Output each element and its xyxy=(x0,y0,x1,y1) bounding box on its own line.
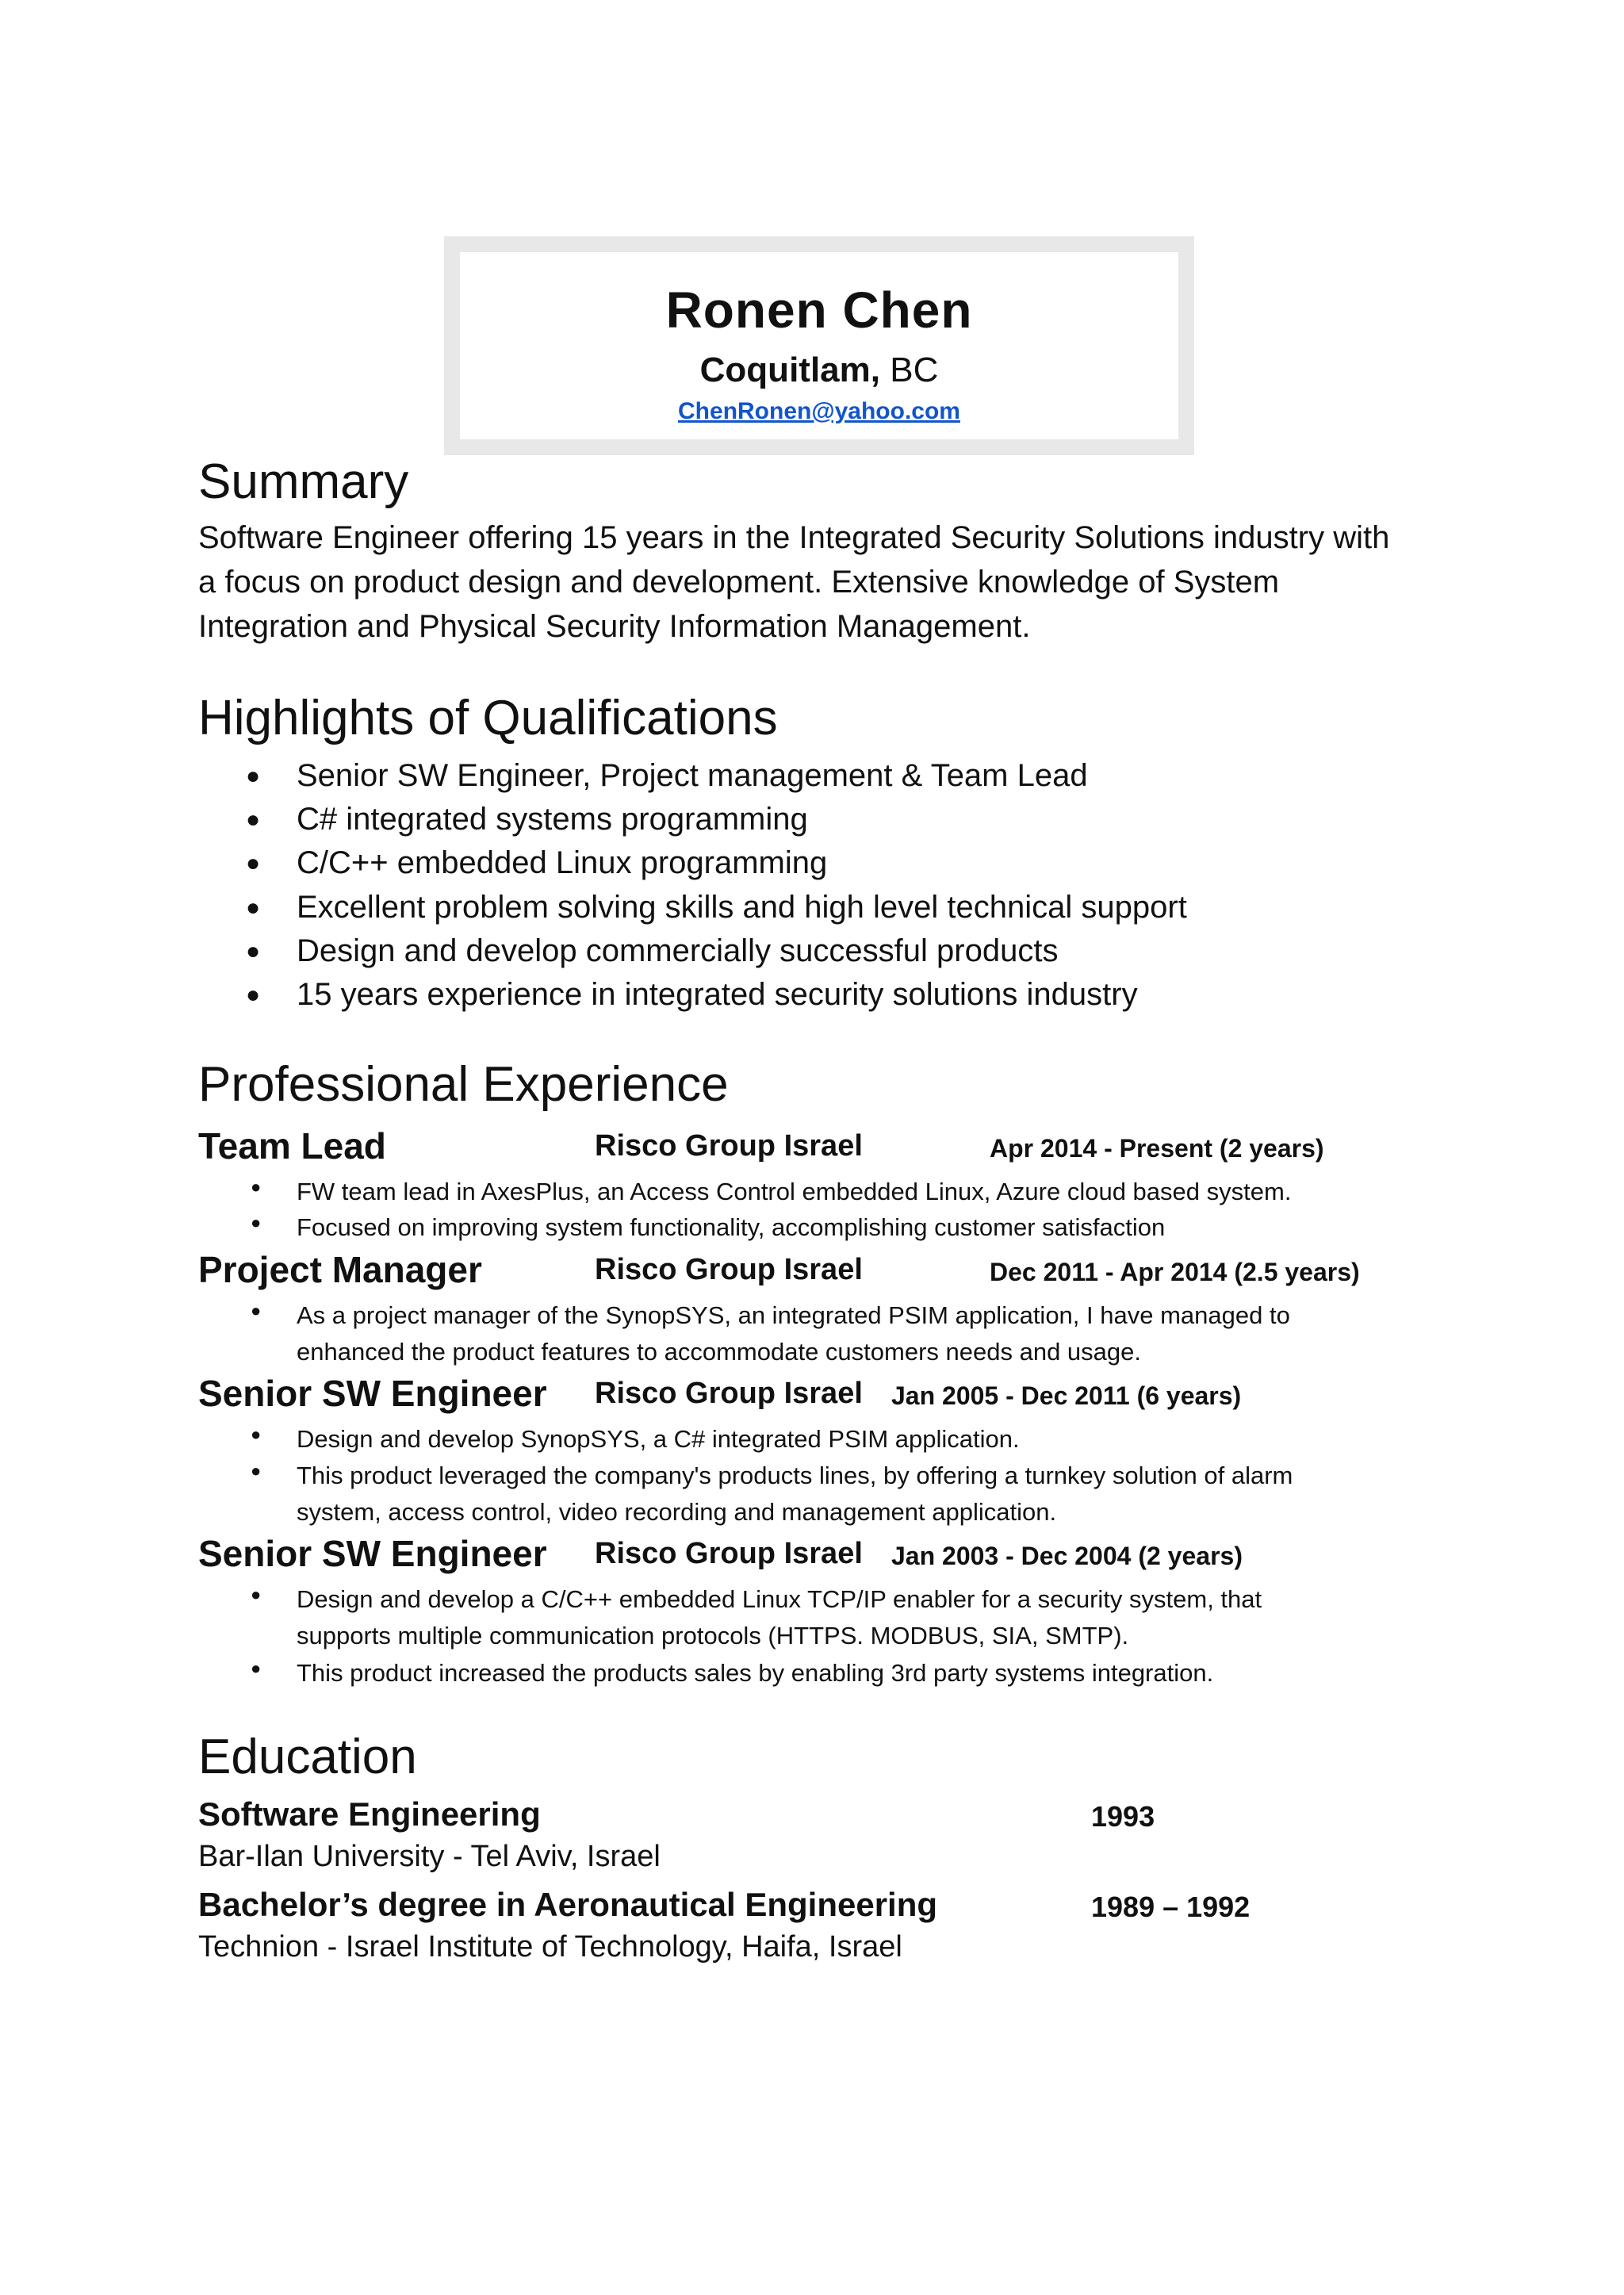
job-bullet-text: supports multiple communication protocols (HTTPS. MODBUS, SIA, SMTP). xyxy=(297,1622,1129,1649)
job-bullet-text: As a project manager of the SynopSYS, an integrated PSIM application, I have managed to xyxy=(297,1301,1290,1329)
summary-line: Integration and Physical Security Information Management. xyxy=(198,609,1031,644)
job-bullet-text: FW team lead in AxesPlus, an Access Control embedded Linux, Azure cloud based system. xyxy=(297,1178,1292,1205)
job-dates: Jan 2003 - Dec 2004 (2 years) xyxy=(891,1542,1243,1570)
job-dates: Apr 2014 - Present (2 years) xyxy=(990,1134,1324,1163)
bullet-icon: ● xyxy=(246,982,261,1008)
bullet-icon: ● xyxy=(251,1424,262,1444)
job-bullet-text: system, access control, video recording and management application. xyxy=(297,1498,1057,1526)
summary-heading: Summary xyxy=(198,454,409,509)
qualification-text: 15 years experience in integrated security solutions industry xyxy=(297,977,1138,1012)
location xyxy=(460,351,1178,390)
location-city: Coquitlam, xyxy=(699,351,880,389)
education-degree: Bachelor’s degree in Aeronautical Engineering xyxy=(198,1886,938,1923)
qualification-text: C/C++ embedded Linux programming xyxy=(297,845,828,880)
education-years: 1993 xyxy=(1091,1800,1155,1833)
bullet-icon: ● xyxy=(246,895,261,921)
job-bullet-text: Design and develop SynopSYS, a C# integrated PSIM application. xyxy=(297,1425,1020,1453)
bullet-icon: ● xyxy=(246,807,261,833)
job-bullet-text: This product increased the products sales by enabling 3rd party systems integration. xyxy=(297,1659,1214,1687)
header-box xyxy=(444,236,1194,455)
job-bullet-text: Focused on improving system functionality, accomplishing customer satisfaction xyxy=(297,1213,1166,1241)
job-bullet-text: This product leveraged the company's products lines, by offering a turnkey solution of alarm xyxy=(297,1462,1293,1489)
experience-heading: Professional Experience xyxy=(198,1057,729,1112)
bullet-icon: ● xyxy=(246,938,261,964)
job-title: Senior SW Engineer xyxy=(198,1533,547,1574)
job-company: Risco Group Israel xyxy=(595,1129,863,1163)
bullet-icon: ● xyxy=(251,1213,262,1232)
bullet-icon: ● xyxy=(251,1177,262,1197)
bullet-icon: ● xyxy=(246,850,261,876)
bullet-icon: ● xyxy=(251,1461,262,1481)
job-company: Risco Group Israel xyxy=(595,1253,863,1286)
qualification-text: Excellent problem solving skills and high level technical support xyxy=(297,890,1187,925)
bullet-icon: ● xyxy=(246,763,261,789)
education-heading: Education xyxy=(198,1730,417,1784)
job-dates: Dec 2011 - Apr 2014 (2.5 years) xyxy=(990,1258,1360,1286)
education-years: 1989 – 1992 xyxy=(1091,1891,1251,1923)
qualification-text: C# integrated systems programming xyxy=(297,802,808,837)
job-title: Team Lead xyxy=(198,1125,386,1167)
qualifications-heading: Highlights of Qualifications xyxy=(198,691,778,745)
education-school: Technion - Israel Institute of Technology, Haifa, Israel xyxy=(198,1930,902,1964)
bullet-icon: ● xyxy=(251,1658,262,1678)
job-title: Project Manager xyxy=(198,1249,482,1290)
education-degree: Software Engineering xyxy=(198,1795,541,1833)
bullet-icon: ● xyxy=(251,1584,262,1604)
qualification-text: Senior SW Engineer, Project management & Team Lead xyxy=(297,758,1088,793)
job-bullet-text: enhanced the product features to accommodate customers needs and usage. xyxy=(297,1338,1142,1366)
summary-line: a focus on product design and development. Extensive knowledge of System xyxy=(198,565,1280,600)
qualification-text: Design and develop commercially successful products xyxy=(297,933,1059,968)
job-dates: Jan 2005 - Dec 2011 (6 years) xyxy=(891,1381,1242,1410)
candidate-name: Ronen Chen xyxy=(665,282,973,339)
job-company: Risco Group Israel xyxy=(595,1537,863,1570)
email-link[interactable]: ChenRonen@yahoo.com xyxy=(678,398,960,424)
job-company: Risco Group Israel xyxy=(595,1377,863,1410)
summary-line: Software Engineer offering 15 years in the Integrated Security Solutions industry with xyxy=(198,520,1390,555)
job-title: Senior SW Engineer xyxy=(198,1373,547,1414)
location-province: BC xyxy=(890,351,939,389)
job-bullet-text: Design and develop a C/C++ embedded Linux TCP/IP enabler for a security system, that xyxy=(297,1585,1262,1613)
education-school: Bar-Ilan University - Tel Aviv, Israel xyxy=(198,1840,661,1873)
bullet-icon: ● xyxy=(251,1301,262,1320)
